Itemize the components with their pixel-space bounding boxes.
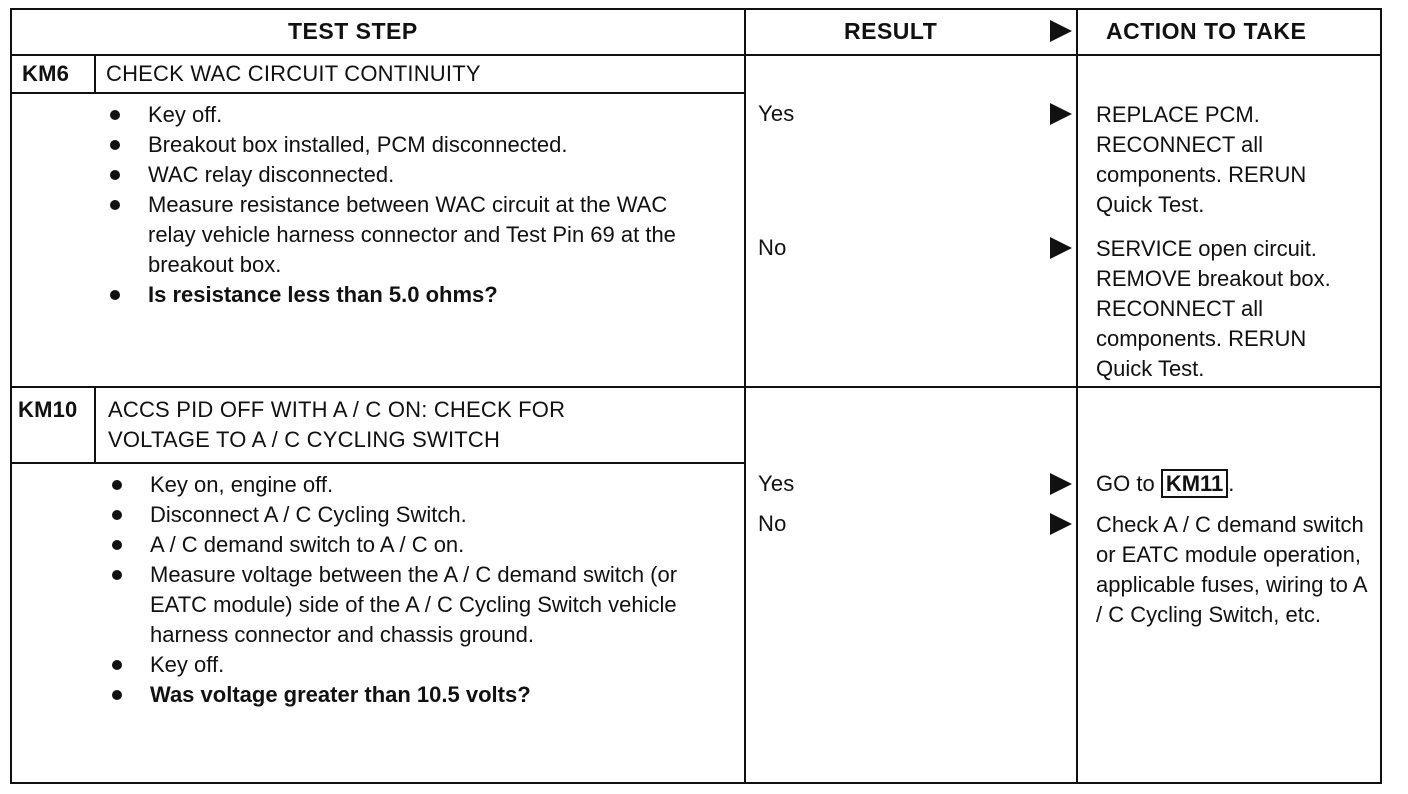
result-no-km6: No xyxy=(758,235,787,260)
step-reference-link[interactable]: KM11 xyxy=(1161,469,1228,498)
arrow-no-km10-icon xyxy=(1050,513,1072,535)
result-yes-km6: Yes xyxy=(758,101,795,126)
rule-km10-title xyxy=(12,462,744,464)
action-no-km10: Check A / C demand switch or EATC module operation, applicable fuses, wiring to A / C Cycling Switch, etc. xyxy=(1096,512,1367,627)
header-test-step: TEST STEP xyxy=(288,18,418,44)
result-no-km10: No xyxy=(758,511,787,536)
rule-km10-top xyxy=(12,386,1380,388)
step-title-km10-line1: ACCS PID OFF WITH A / C ON: CHECK FOR xyxy=(108,397,566,422)
result-yes-km10: Yes xyxy=(758,471,795,496)
divider-code-km10 xyxy=(94,388,96,462)
action-no-km6: SERVICE open circuit. REMOVE breakout box. RECONNECT all components. RERUN Quick Test. xyxy=(1096,236,1331,381)
rule-km6-title xyxy=(12,92,744,94)
action-goto-suffix: . xyxy=(1228,471,1235,496)
list-item: Was voltage greater than 10.5 volts? xyxy=(106,680,736,710)
header-result: RESULT xyxy=(844,18,938,44)
list-item: A / C demand switch to A / C on. xyxy=(106,530,736,560)
rule-header xyxy=(12,54,1380,56)
header-arrow-icon xyxy=(1050,20,1072,42)
step-code-km10: KM10 xyxy=(18,397,78,422)
action-yes-km6: REPLACE PCM. RECONNECT all components. RERUN Quick Test. xyxy=(1096,102,1307,217)
list-item: Breakout box installed, PCM disconnected. xyxy=(104,130,734,160)
arrow-yes-km10-icon xyxy=(1050,473,1072,495)
divider-action xyxy=(1076,10,1078,782)
step-code-km6: KM6 xyxy=(22,61,70,86)
divider-code-km6 xyxy=(94,56,96,92)
list-item: Disconnect A / C Cycling Switch. xyxy=(106,500,736,530)
arrow-no-km6-icon xyxy=(1050,237,1072,259)
list-item: Measure voltage between the A / C demand switch (or EATC module) side of the A / C Cycling Switch vehicle harness connector and chassis ground. xyxy=(106,560,720,650)
step-title-km10-line2: VOLTAGE TO A / C CYCLING SWITCH xyxy=(108,427,501,452)
header-action: ACTION TO TAKE xyxy=(1106,18,1307,44)
list-item: Key off. xyxy=(104,100,734,130)
list-item: Measure resistance between WAC circuit at the WAC relay vehicle harness connector and Test Pin 69 at the breakout box. xyxy=(104,190,708,280)
list-item: Key on, engine off. xyxy=(106,470,736,500)
step-bullets-km10 xyxy=(106,470,736,710)
diagnostic-table xyxy=(10,8,1382,784)
step-title-km6: CHECK WAC CIRCUIT CONTINUITY xyxy=(106,61,481,86)
list-item: WAC relay disconnected. xyxy=(104,160,734,190)
divider-result xyxy=(744,10,746,782)
action-yes-km10 xyxy=(1096,469,1366,499)
list-item: Is resistance less than 5.0 ohms? xyxy=(104,280,734,310)
arrow-yes-km6-icon xyxy=(1050,103,1072,125)
list-item: Key off. xyxy=(106,650,736,680)
step-bullets-km6 xyxy=(104,100,734,310)
action-goto-prefix: GO to xyxy=(1096,471,1155,496)
